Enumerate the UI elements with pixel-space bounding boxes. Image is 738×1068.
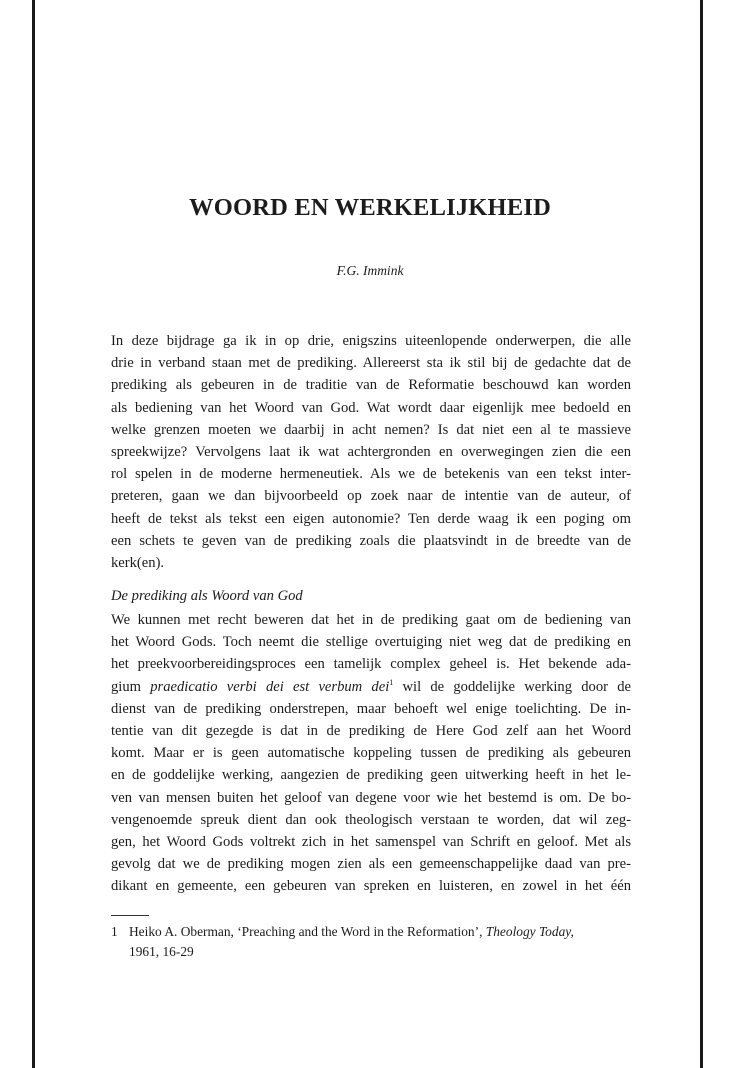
text-line: als bediening van het Woord van God. Wat wordt daar eigenlijk mee bedoeld en (111, 399, 631, 416)
text-line: het preekvoorbereidingsproces een tamelijk complex geheel is. Het bekende ada- (111, 656, 631, 673)
footnote-journal: Theology Today, (485, 924, 574, 939)
text-line: In deze bijdrage ga ik in op drie, enigszins uiteenlopende onderwerpen, die alle (111, 333, 631, 349)
footnote-continuation: 1961, 16-29 (129, 944, 194, 959)
section-paragraph (111, 609, 631, 898)
latin-quote: praedicatio verbi dei est verbum dei (150, 678, 390, 695)
text-segment: wil de goddelijke werking door de (393, 678, 631, 695)
text-line: dikant en gemeente, een gebeuren van spreken en luisteren, en zowel in het één (111, 878, 631, 895)
text-line: gevolg dat we de prediking mogen zien als een gemeenschappelijke daad van pre- (111, 856, 631, 873)
text-line: welke grenzen moeten we daarbij in acht nemen? Is dat niet een al te massieve (111, 421, 631, 438)
text-line: rol spelen in de moderne hermeneutiek. Als we de betekenis van een tekst inter- (111, 466, 631, 483)
text-line: kerk(en). (111, 555, 165, 572)
text-line: heeft de tekst als tekst een eigen autonomie? Ten derde waag ik een poging om (111, 510, 631, 527)
text-line: dienst van de prediking onderstrepen, maar behoeft wel enige toelichting. De in- (111, 700, 631, 717)
article-title: WOORD EN WERKELIJKHEID (189, 194, 551, 221)
text-line: drie in verband staan met de prediking. Allereerst sta ik stil bij de gedachte dat de (111, 355, 631, 372)
text-line: komt. Maar er is geen automatische koppeling tussen de prediking als gebeuren (111, 745, 631, 762)
text-line: We kunnen met recht beweren dat het in de prediking gaat om de bediening van (111, 612, 631, 628)
text-line: vengenoemde spreuk dient dan ook theologisch verstaan te worden, dat wil zeg- (111, 811, 631, 828)
text-line-with-quote (111, 676, 631, 698)
text-line: spreekwijze? Vervolgens laat ik wat achtergronden en overwegingen zien die een (111, 444, 631, 461)
text-line: ven van mensen buiten het geloof van degene voor wie het bestemd is om. De bo- (111, 789, 631, 806)
intro-paragraph (111, 330, 631, 574)
footnote (111, 922, 631, 962)
footnote-divider (111, 915, 149, 916)
text-line: gen, het Woord Gods voltrekt zich in het samenspel van Schrift en geloof. Met als (111, 834, 631, 851)
footnote-ref[interactable]: 1 (389, 677, 394, 687)
section-heading: De prediking als Woord van God (111, 588, 303, 604)
text-line: en de goddelijke werking, aangezien de prediking geen uitwerking heeft in het le- (111, 767, 631, 784)
text-line: het Woord Gods. Toch neemt die stellige overtuiging niet weg dat de prediking en (111, 634, 631, 651)
scan-edge-left (32, 0, 35, 1068)
footnote-number: 1 (111, 924, 118, 939)
text-line: prediking als gebeuren in de traditie van de Reformatie beschouwd kan worden (111, 377, 631, 394)
article-author: F.G. Immink (336, 263, 404, 278)
text-line: preteren, gaan we dan bijvoorbeeld op zoek naar de intentie van de auteur, of (111, 488, 631, 505)
footnote-text: Heiko A. Oberman, ‘Preaching and the Word in the Reformation’, (129, 924, 486, 939)
text-line: een schets te geven van de prediking zoals die plaatsvindt in de breedte van de (111, 532, 631, 549)
text-line: tentie van dit gezegde is dat in de prediking de Here God zelf aan het Woord (111, 723, 631, 740)
text-segment: gium (111, 678, 151, 695)
scan-edge-right (700, 0, 703, 1068)
